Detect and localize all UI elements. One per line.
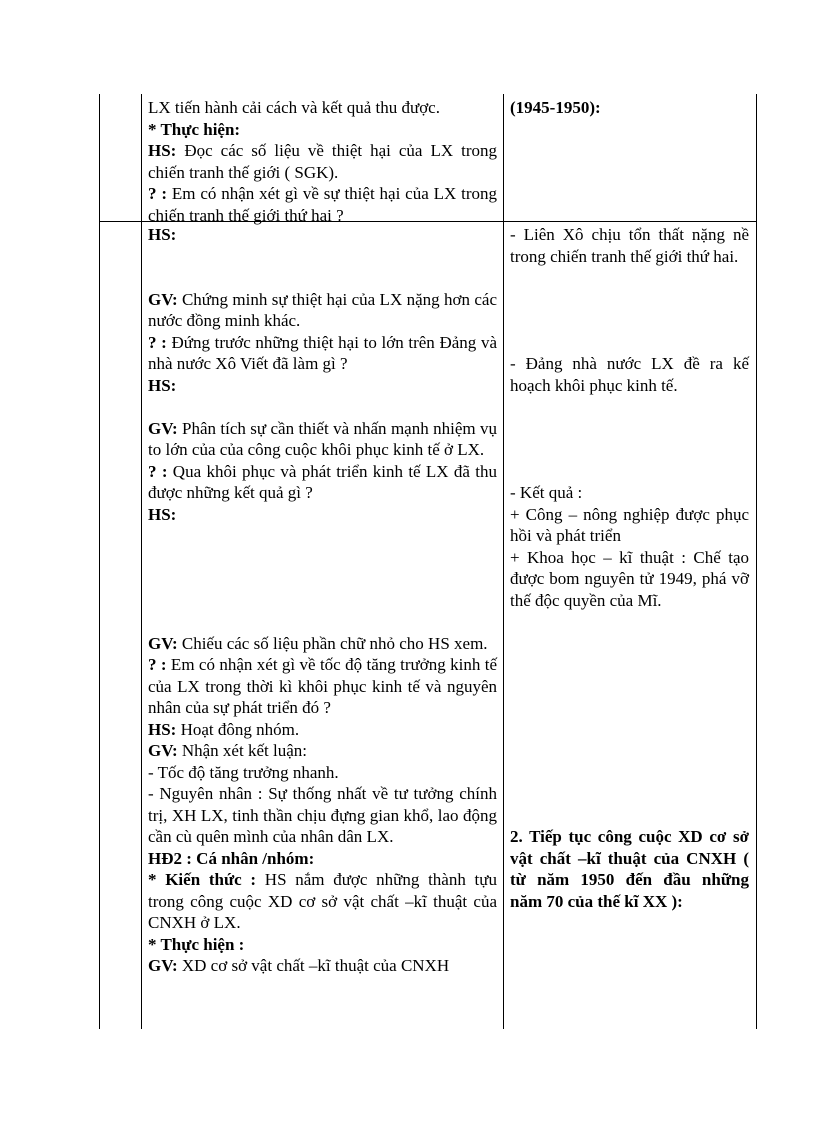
spacer bbox=[510, 332, 749, 354]
content-plan: - Đảng nhà nước LX đề ra kế hoạch khôi phục kinh tế. bbox=[510, 354, 749, 395]
row2-activity-cell bbox=[148, 224, 497, 977]
table-border-left bbox=[99, 94, 100, 1029]
gv-line-3: GV: Chiếu các số liệu phần chữ nhỏ cho HS xem. bbox=[148, 633, 488, 653]
spacer bbox=[510, 418, 749, 440]
section-2-heading: 2. Tiếp tục công cuộc XD cơ sở vật chất –kĩ thuật của CNXH ( từ năm 1950 đến đầu những năm 70 của thế kĩ XX ): bbox=[510, 827, 749, 911]
content-science: + Khoa học – kĩ thuật : Chế tạo được bom nguyên tử 1949, phá vỡ thế độc quyền của Mĩ. bbox=[510, 547, 749, 610]
spacer bbox=[510, 805, 749, 827]
row1-content-cell bbox=[510, 97, 749, 119]
content-losses: - Liên Xô chịu tổn thất nặng nề trong chiến tranh thế giới thứ hai. bbox=[510, 225, 749, 266]
spacer bbox=[148, 547, 497, 569]
spacer bbox=[510, 310, 749, 332]
spacer bbox=[148, 267, 497, 289]
spacer bbox=[510, 697, 749, 719]
gv-line-2: GV: Phân tích sự cần thiết và nhấn mạnh nhiệm vụ to lớn của của công cuộc khôi phục kinh tế ở LX. bbox=[148, 418, 497, 459]
content-results-heading: - Kết quả : bbox=[510, 483, 583, 502]
row1-thuc-hien: * Thực hiện: bbox=[148, 119, 241, 139]
question-2: ? : Qua khôi phục và phát triển kinh tế LX đã thu được những kết quả gì ? bbox=[148, 461, 497, 502]
row2-content-cell bbox=[510, 224, 749, 912]
content-industry: + Công – nông nghiệp được phục hồi và phát triển bbox=[510, 504, 749, 545]
row1-activity-cell bbox=[148, 97, 497, 226]
spacer bbox=[510, 267, 749, 289]
conclusion-bullet-2: - Nguyên nhân : Sự thống nhất về tư tưởng chính trị, XH LX, tinh thần chịu đựng gian khổ, lao động cần cù quên mình của nhân dân LX. bbox=[148, 784, 497, 846]
hs-label-1: HS: bbox=[148, 225, 177, 244]
table-border-left-inner bbox=[141, 94, 142, 1029]
table-border-middle bbox=[503, 94, 504, 1029]
row1-hs-line: HS: Đọc các số liệu về thiệt hại của LX trong chiến tranh thế giới ( SGK). bbox=[148, 141, 497, 182]
hs-label-2: HS: bbox=[148, 375, 177, 395]
spacer bbox=[510, 633, 749, 655]
spacer bbox=[148, 396, 497, 418]
row1-question: ? : Em có nhận xét gì về sự thiệt hại của LX trong chiến tranh thế giới thứ hai ? bbox=[148, 184, 497, 225]
kien-thuc-line: * Kiến thức : HS nắm được những thành tựu trong công cuộc XD cơ sở vật chất –kĩ thuật của CNXH ở LX. bbox=[148, 870, 497, 932]
spacer bbox=[510, 439, 749, 461]
row1-intro-line: LX tiến hành cải cách và kết quả thu được. bbox=[148, 98, 440, 117]
spacer bbox=[510, 676, 749, 698]
gv-line-1: GV: Chứng minh sự thiệt hại của LX nặng hơn các nước đồng minh khác. bbox=[148, 289, 497, 330]
spacer bbox=[510, 740, 749, 762]
spacer bbox=[148, 611, 497, 633]
spacer bbox=[510, 396, 749, 418]
hs-line-4: HS: Hoạt đông nhóm. bbox=[148, 719, 300, 739]
spacer bbox=[510, 762, 749, 784]
spacer bbox=[148, 525, 497, 547]
spacer bbox=[510, 719, 749, 741]
question-3: ? : Em có nhận xét gì về tốc độ tăng trưởng kinh tế của LX trong thời kì khôi phục kinh tế và nguyên nhân của sự phát triển đó ? bbox=[148, 655, 497, 717]
thuc-hien-2: * Thực hiện : bbox=[148, 934, 245, 954]
gv-line-5: GV: XD cơ sở vật chất –kĩ thuật của CNXH bbox=[148, 956, 450, 975]
spacer bbox=[148, 590, 497, 612]
hd2-heading: HĐ2 : Cá nhân /nhóm: bbox=[148, 848, 315, 868]
table-border-right bbox=[756, 94, 757, 1029]
spacer bbox=[510, 783, 749, 805]
spacer bbox=[148, 568, 497, 590]
spacer bbox=[510, 654, 749, 676]
spacer bbox=[148, 246, 497, 268]
spacer bbox=[510, 289, 749, 311]
hs-label-3: HS: bbox=[148, 504, 177, 524]
spacer bbox=[510, 611, 749, 633]
row1-period-heading: (1945-1950): bbox=[510, 98, 601, 117]
conclusion-bullet-1: - Tốc độ tăng trưởng nhanh. bbox=[148, 762, 339, 782]
spacer bbox=[510, 461, 749, 483]
question-1: ? : Đứng trước những thiệt hại to lớn trên Đảng và nhà nước Xô Viết đã làm gì ? bbox=[148, 332, 497, 373]
gv-line-4: GV: Nhận xét kết luận: bbox=[148, 741, 307, 760]
